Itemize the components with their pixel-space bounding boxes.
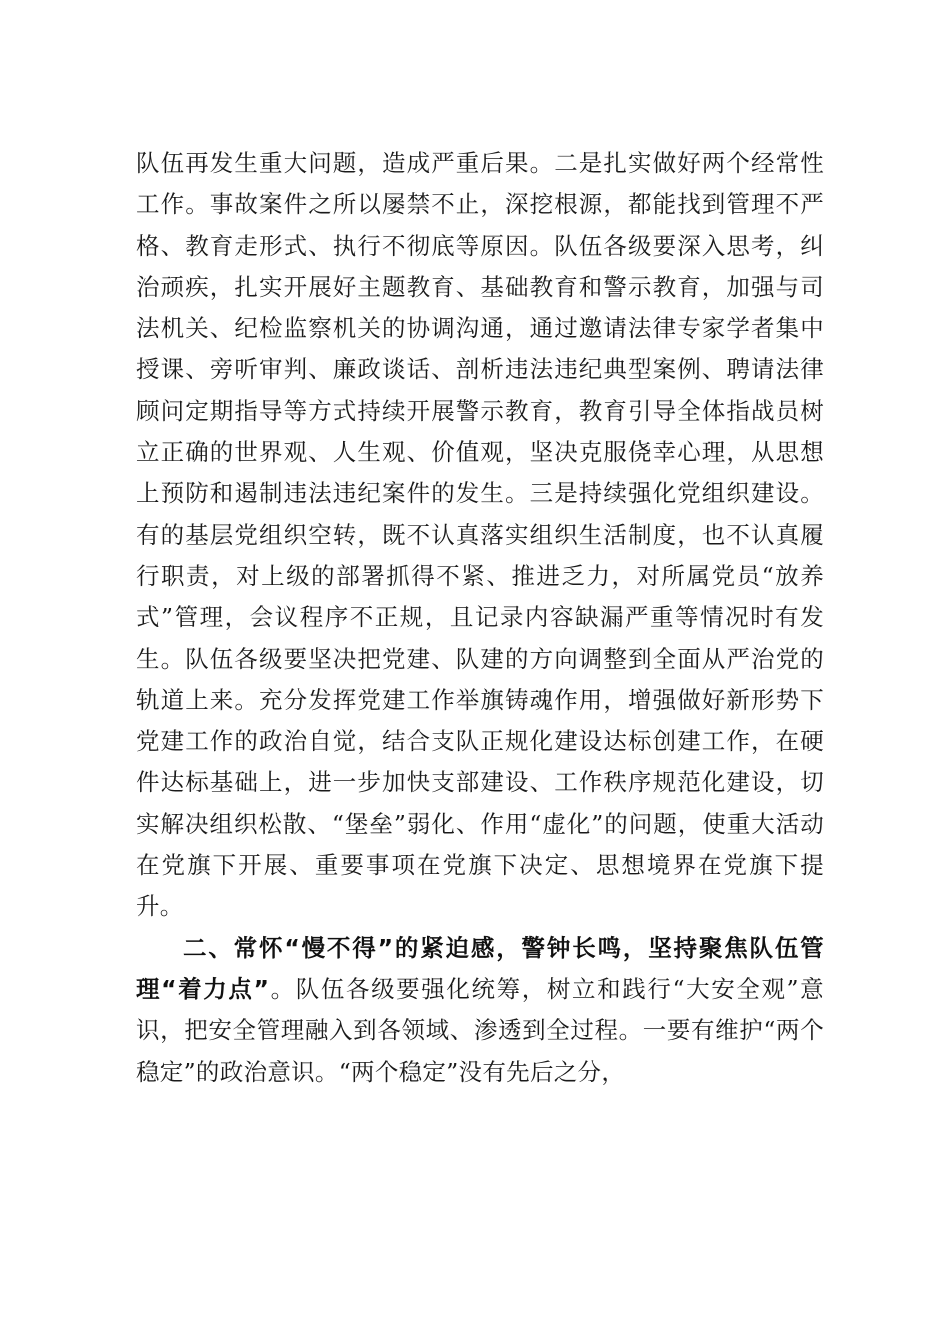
paragraph-continued: 队伍再发生重大问题，造成严重后果。二是扎实做好两个经常性工作。事故案件之所以屡禁不止，深挖根源，都能找到管理不严格、教育走形式、执行不彻底等原因。队伍各级要深入思考，纠治顽疾，扎实开展好主题教育、基础教育和警示教育，加强与司法机关、纪检监察机关的协调沟通，通过邀请法律专家学者集中授课、旁听审判、廉政谈话、剖析违法违纪典型案例、聘请法律顾问定期指导等方式持续开展警示教育，教育引导全体指战员树立正确的世界观、人生观、价值观，坚决克服侥幸心理，从思想上预防和遏制违法违纪案件的发生。三是持续强化党组织建设。有的基层党组织空转，既不认真落实组织生活制度，也不认真履行职责，对上级的部署抓得不紧、推进乏力，对所属党员“放养式”管理，会议程序不正规，且记录内容缺漏严重等情况时有发生。队伍各级要坚决把党建、队建的方向调整到全面从严治党的轨道上来。充分发挥党建工作举旗铸魂作用，增强做好新形势下党建工作的政治自觉，结合支队正规化建设达标创建工作，在硬件达标基础上，进一步加快支部建设、工作秩序规范化建设，切实解决组织松散、“堡垒”弱化、作用“虚化”的问题，使重大活动在党旗下开展、重要事项在党旗下决定、思想境界在党旗下提升。 [136,149,824,921]
section-heading: 二、常怀“慢不得”的紧迫感，警钟长鸣，坚持聚焦队伍管理“着力点” [136,933,824,1003]
section-body-text: 。队伍各级要强化统筹，树立和践行“大安全观”意识，把安全管理融入到各领域、渗透到全过程。一要有维护“两个稳定”的政治意识。“两个稳定”没有先后之分， [136,974,824,1086]
document-body [136,143,824,1093]
paragraph-section-two [136,928,824,1093]
